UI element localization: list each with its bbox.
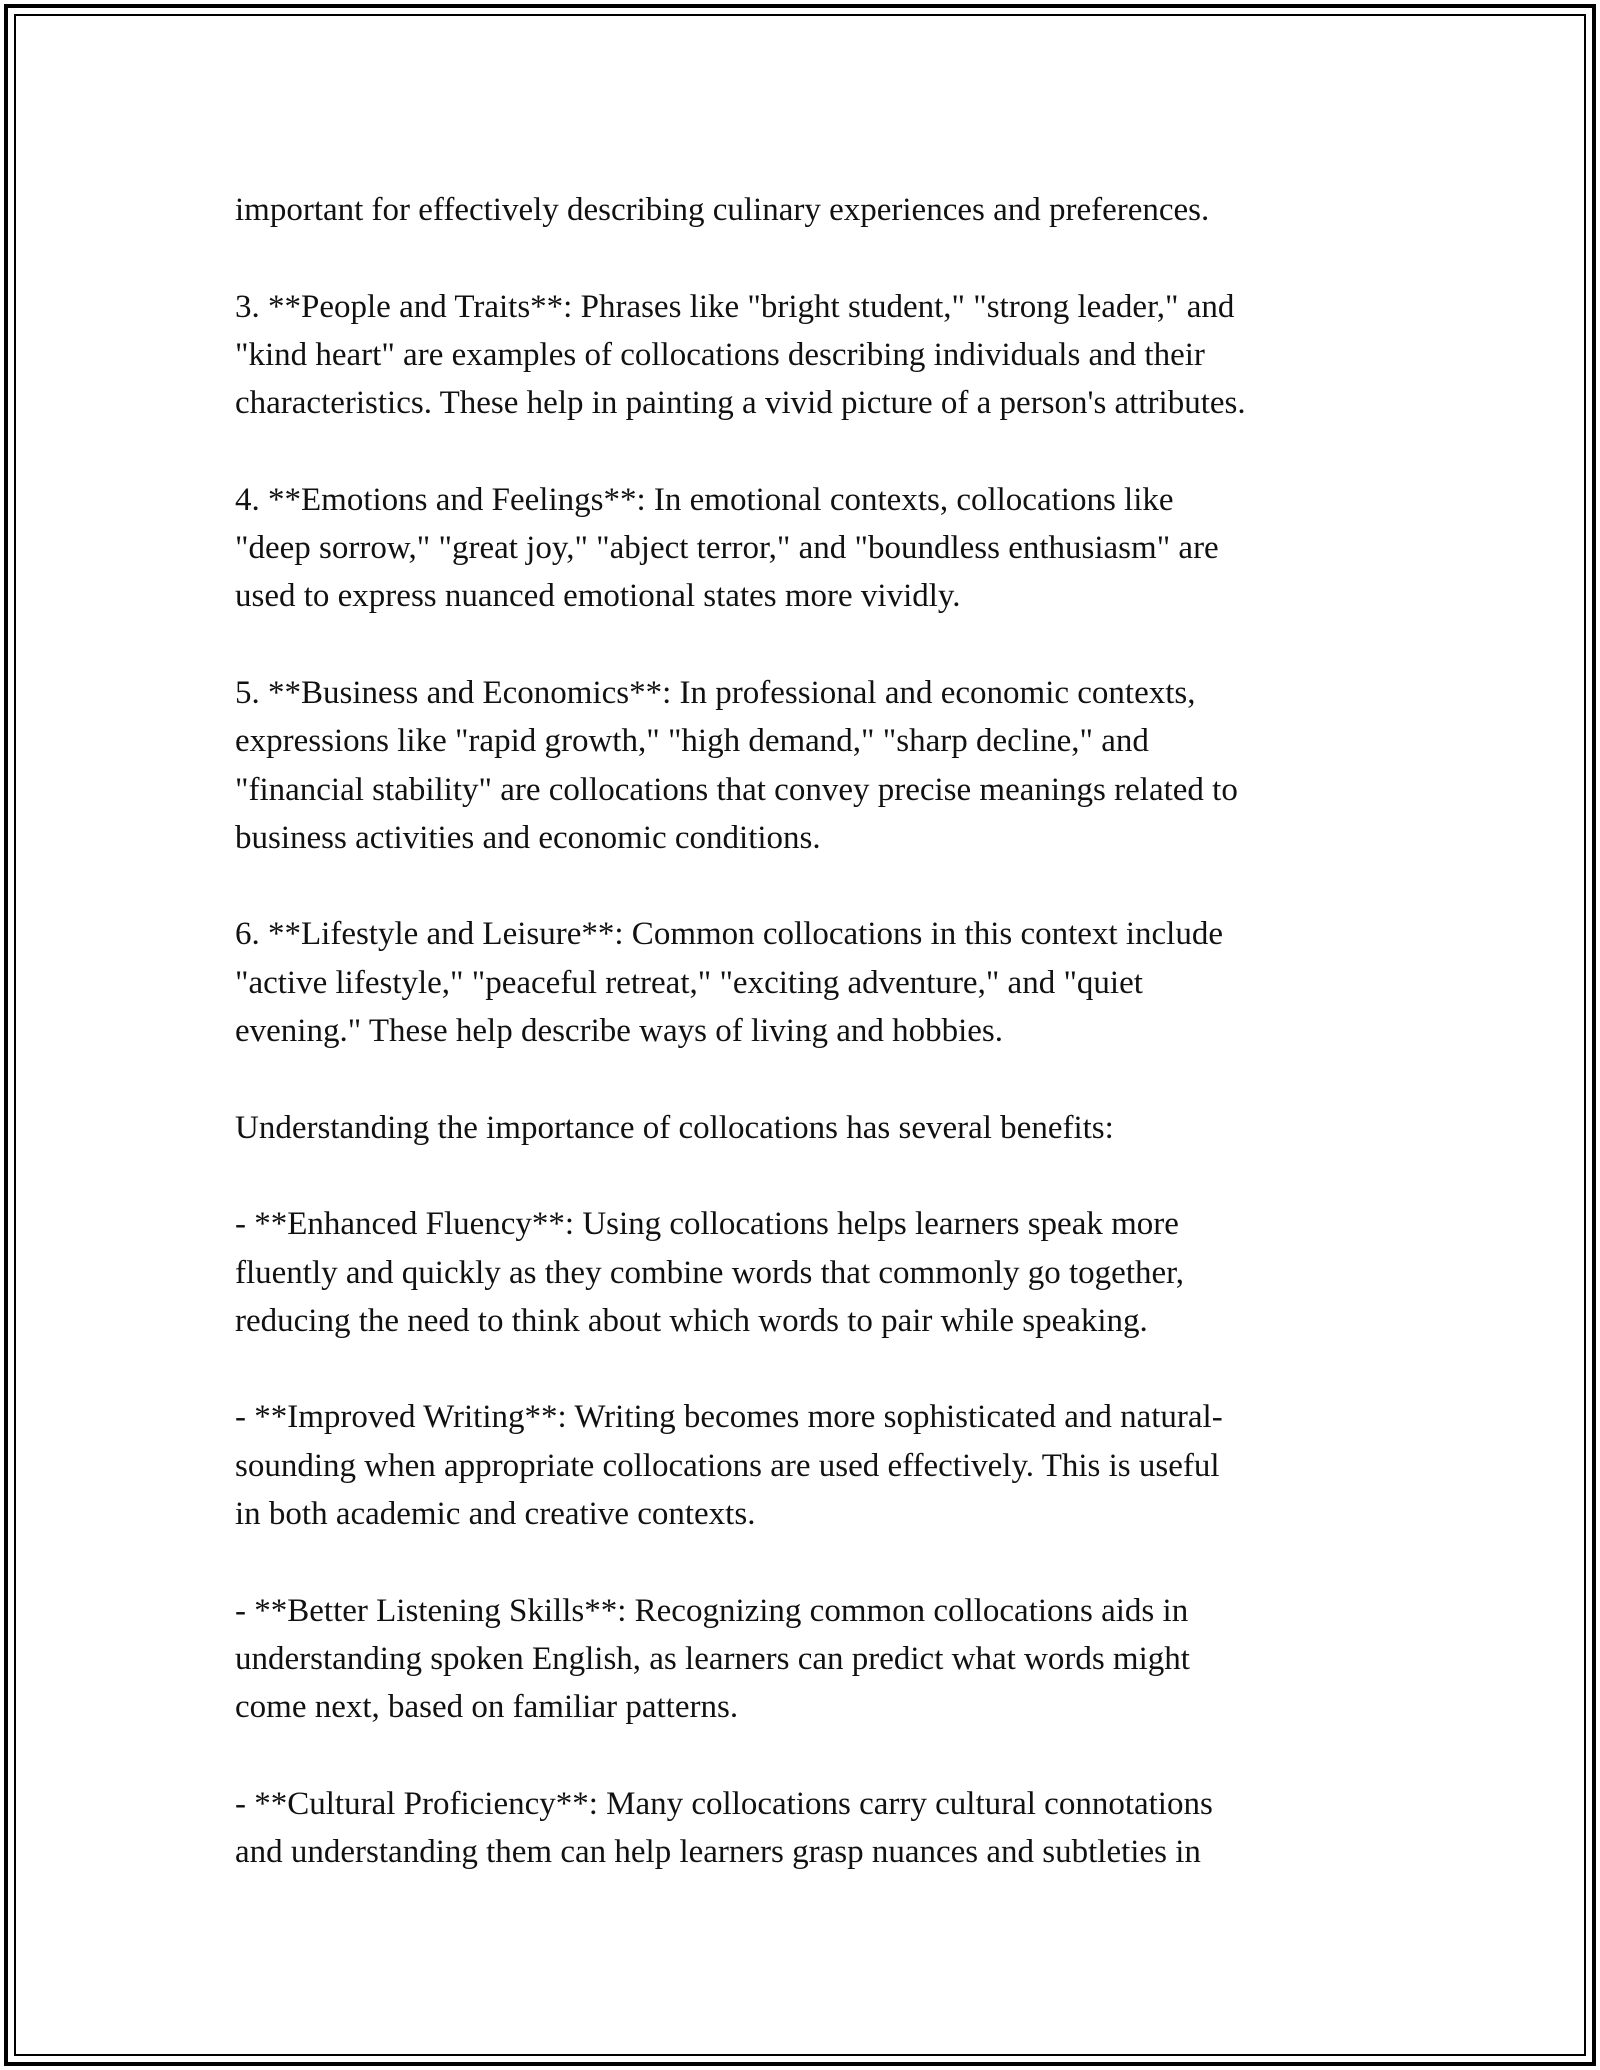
text-line: 6. **Lifestyle and Leisure**: Common collocations in this context include (235, 916, 1223, 953)
text-line: reducing the need to think about which words to pair while speaking. (235, 1302, 1148, 1339)
text-line: 5. **Business and Economics**: In professional and economic contexts, (235, 674, 1196, 711)
text-line: "active lifestyle," "peaceful retreat," "exciting adventure," and "quiet (235, 964, 1143, 1001)
text-line: understanding spoken English, as learners can predict what words might (235, 1640, 1190, 1677)
paragraph-business-and-economics (235, 669, 1385, 862)
text-line: Understanding the importance of collocations has several benefits: (235, 1109, 1114, 1146)
text-line: fluently and quickly as they combine words that commonly go together, (235, 1254, 1185, 1291)
paragraph-emotions-and-feelings (235, 476, 1385, 621)
paragraph-people-and-traits (235, 283, 1385, 428)
paragraph-lifestyle-and-leisure (235, 910, 1385, 1055)
text-line: used to express nuanced emotional states more vividly. (235, 578, 961, 615)
text-line: business activities and economic conditions. (235, 819, 821, 856)
text-line: "financial stability" are collocations that convey precise meanings related to (235, 771, 1238, 808)
text-line: - **Enhanced Fluency**: Using collocations helps learners speak more (235, 1206, 1179, 1243)
document-body (235, 186, 1385, 1925)
text-line: in both academic and creative contexts. (235, 1496, 756, 1533)
text-line: characteristics. These help in painting a vivid picture of a person's attributes. (235, 385, 1246, 422)
text-line: 4. **Emotions and Feelings**: In emotional contexts, collocations like (235, 481, 1174, 518)
text-line: important for effectively describing culinary experiences and preferences. (235, 192, 1210, 228)
text-line: - **Cultural Proficiency**: Many collocations carry cultural connotations (235, 1785, 1213, 1822)
paragraph-improved-writing (235, 1393, 1385, 1538)
text-line: - **Improved Writing**: Writing becomes more sophisticated and natural- (235, 1399, 1223, 1436)
paragraph-better-listening-skills (235, 1587, 1385, 1732)
text-line: expressions like "rapid growth," "high demand," "sharp decline," and (235, 723, 1149, 760)
text-line: - **Better Listening Skills**: Recognizing common collocations aids in (235, 1592, 1189, 1629)
paragraph-benefits-intro (235, 1104, 1385, 1152)
paragraph-intro-continuation (235, 186, 1385, 234)
text-line: and understanding them can help learners grasp nuances and subtleties in (235, 1834, 1201, 1871)
paragraph-cultural-proficiency (235, 1780, 1385, 1877)
text-line: 3. **People and Traits**: Phrases like "bright student," "strong leader," and (235, 288, 1235, 325)
text-line: come next, based on familiar patterns. (235, 1689, 739, 1726)
text-line: evening." These help describe ways of living and hobbies. (235, 1013, 1004, 1050)
paragraph-enhanced-fluency (235, 1200, 1385, 1345)
text-line: sounding when appropriate collocations are used effectively. This is useful (235, 1447, 1220, 1484)
text-line: "deep sorrow," "great joy," "abject terror," and "boundless enthusiasm" are (235, 530, 1219, 567)
text-line: "kind heart" are examples of collocations describing individuals and their (235, 336, 1205, 373)
